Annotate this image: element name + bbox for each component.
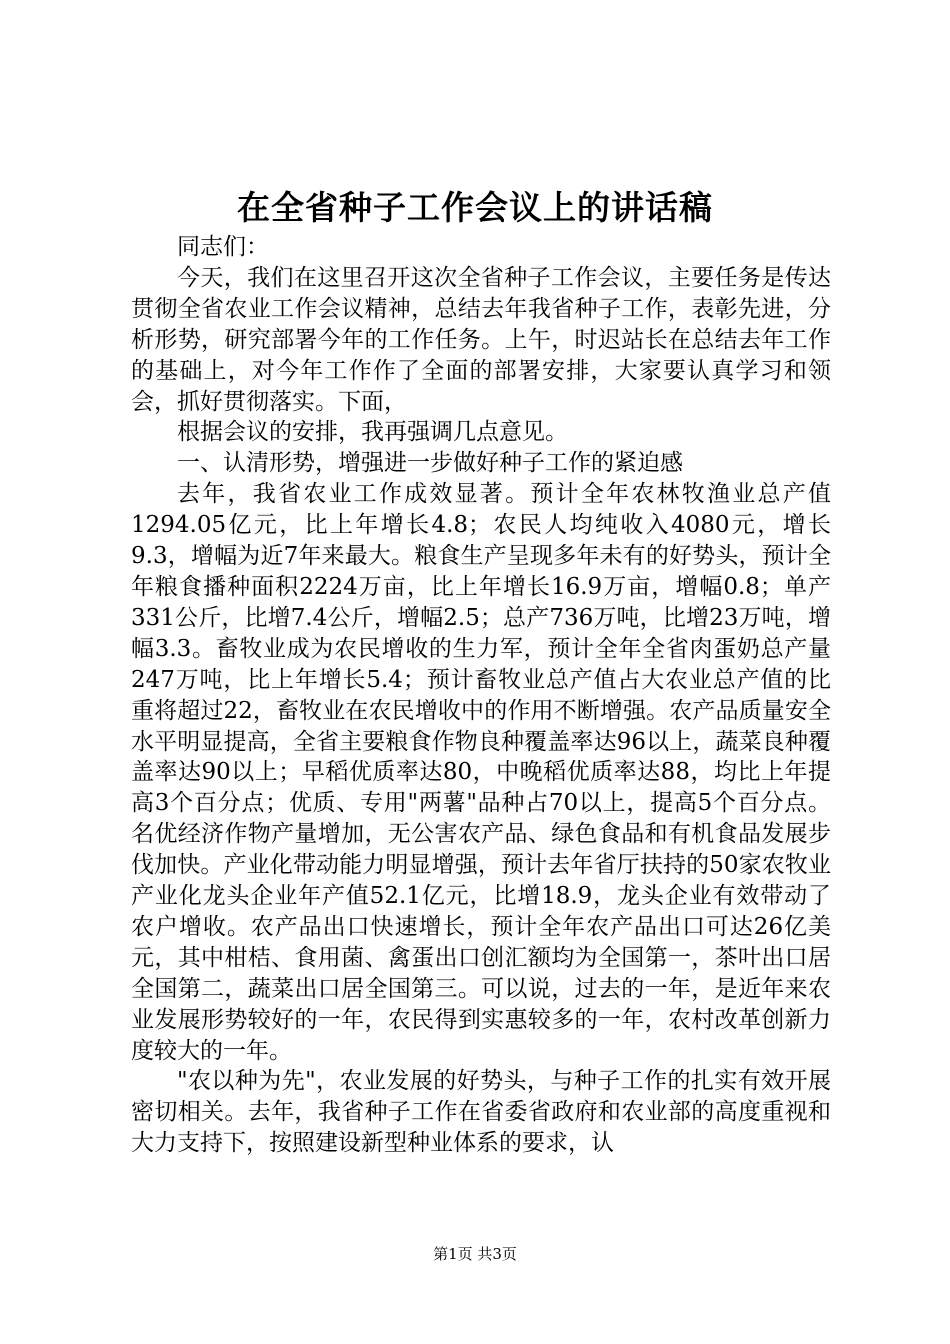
achievements-paragraph: 去年，我省农业工作成效显著。预计全年农林牧渔业总产值1294.05亿元，比上年增长4.8；农民人均纯收入4080元，增长9.3，增幅为近7年来最大。粮食生产呈现多年未有的好势头，预计全年粮食播种面积2224万亩，比上年增长16.9万亩，增幅0.8；单产331公斤，比增7.4公斤，增幅2.5；总产736万吨，比增23万吨，增幅3.3。畜牧业成为农民增收的生力军，预计全年全省肉蛋奶总产量247万吨，比上年增长5.4；预计畜牧业总产值占大农业总产值的比重将超过22，畜牧业在农民增收中的作用不断增强。农产品质量安全水平明显提高，全省主要粮食作物良种覆盖率达96以上，蔬菜良种覆盖率达90以上；早稻优质率达80，中晚稻优质率达88，均比上年提高3个百分点；优质、专用"两薯"品种占70以上，提高5个百分点。名优经济作物产量增加，无公害农产品、绿色食品和有机食品发展步伐加快。产业化带动能力明显增强，预计去年省厅扶持的50家农牧业产业化龙头企业年产值52.1亿元，比增18.9，龙头企业有效带动了农户增收。农产品出口快速增长，预计全年农产品出口可达26亿美元，其中柑桔、食用菌、禽蛋出口创汇额均为全国第一，茶叶出口居全国第二，蔬菜出口居全国第三。可以说，过去的一年，是近年来农业发展形势较好的一年，农民得到实惠较多的一年，农村改革创新力度较大的一年。 — [131, 481, 831, 1064]
page-footer: 第1页 共3页 — [433, 1245, 517, 1263]
seed-work-paragraph: "农以种为先"，农业发展的好势头，与种子工作的扎实有效开展密切相关。去年，我省种子工作在省委省政府和农业部的高度重视和大力支持下，按照建设新型种业体系的要求，认 — [131, 1068, 831, 1157]
intro-continuation-paragraph: 根据会议的安排，我再强调几点意见。 — [177, 419, 568, 446]
document-body — [131, 232, 831, 1159]
document-title: 在全省种子工作会议上的讲话稿 — [237, 188, 713, 227]
intro-paragraph: 今天，我们在这里召开这次全省种子工作会议，主要任务是传达贯彻全省农业工作会议精神，总结去年我省种子工作，表彰先进，分析形势，研究部署今年的工作任务。上午，时迟站长在总结去年工作的基础上，对今年工作作了全面的部署安排，大家要认真学习和领会，抓好贯彻落实。下面， — [131, 264, 831, 415]
section-heading: 一、认清形势，增强进一步做好种子工作的紧迫感 — [177, 450, 683, 477]
salutation-paragraph: 同志们： — [177, 234, 269, 260]
